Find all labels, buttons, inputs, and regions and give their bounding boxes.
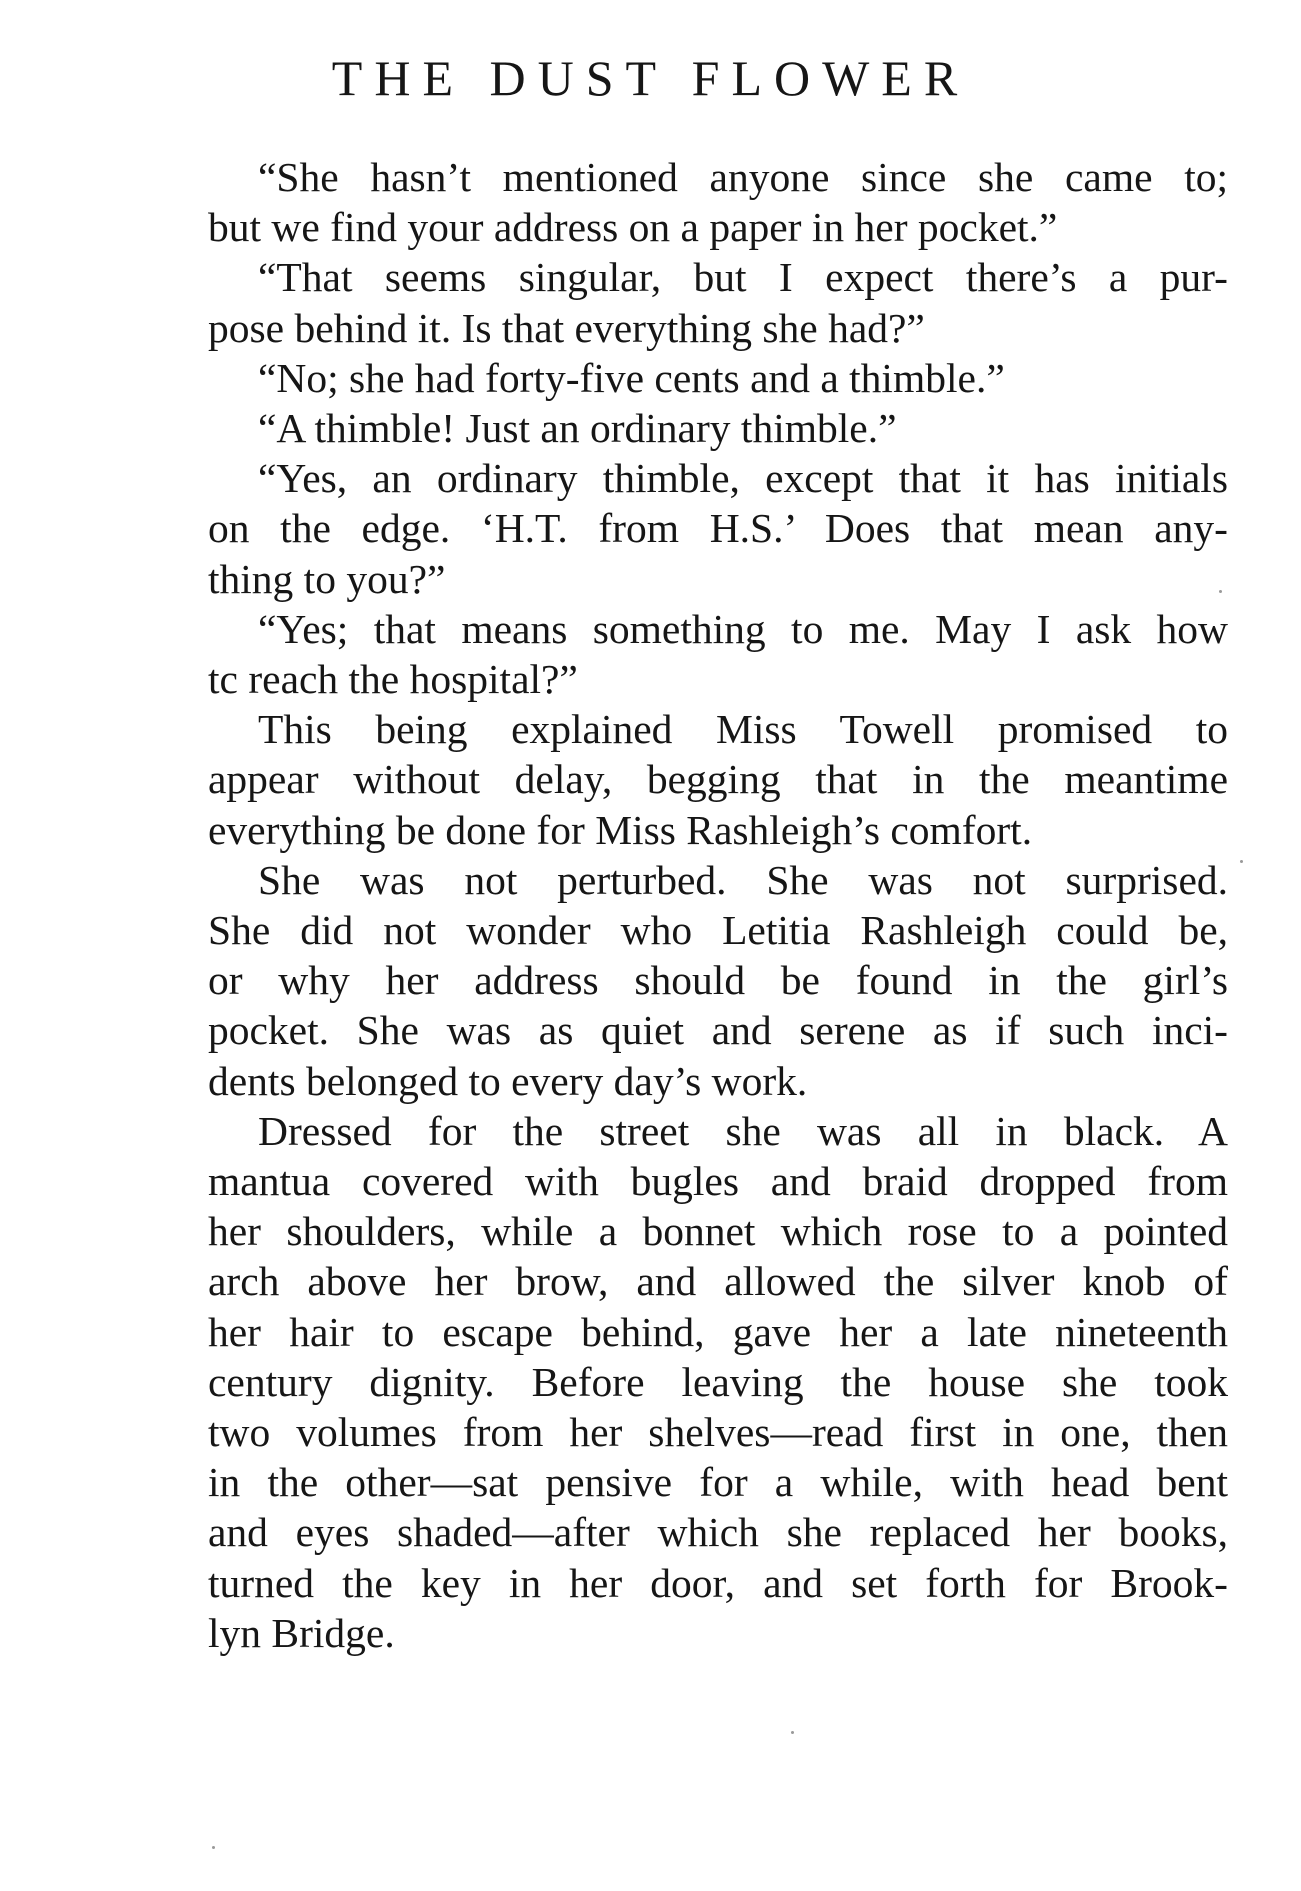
text-line: and eyes shaded—after which she replaced her books, bbox=[208, 1509, 1228, 1556]
text-line: century dignity. Before leaving the house she took bbox=[208, 1358, 1228, 1405]
text-line: She was not perturbed. She was not surprised. bbox=[258, 856, 1228, 903]
text-line: her shoulders, while a bonnet which rose to a pointed bbox=[208, 1208, 1228, 1255]
text-line: dents belonged to every day’s work. bbox=[208, 1057, 808, 1104]
text-line: on the edge. ‘H.T. from H.S.’ Does that mean any- bbox=[208, 505, 1228, 552]
text-line: “Yes; that means something to me. May I ask how bbox=[258, 605, 1228, 652]
text-line: “She hasn’t mentioned anyone since she came to; bbox=[258, 154, 1228, 200]
text-line: in the other—sat pensive for a while, with head bent bbox=[208, 1459, 1228, 1506]
text-line: Dressed for the street she was all in black. A bbox=[258, 1107, 1228, 1154]
text-line: “No; she had forty-five cents and a thimble.” bbox=[258, 354, 1005, 401]
text-line: “That seems singular, but I expect there’s a pur- bbox=[258, 254, 1228, 301]
scan-speck bbox=[1219, 590, 1222, 593]
text-line: tc reach the hospital?” bbox=[208, 656, 578, 703]
text-line: pose behind it. Is that everything she had?” bbox=[208, 304, 925, 351]
body-text bbox=[208, 152, 1228, 1658]
text-line: “A thimble! Just an ordinary thimble.” bbox=[258, 405, 897, 452]
text-line: two volumes from her shelves—read first in one, then bbox=[208, 1409, 1228, 1456]
text-line: thing to you?” bbox=[208, 555, 446, 602]
text-line: mantua covered with bugles and braid dropped from bbox=[208, 1158, 1228, 1205]
scan-speck bbox=[791, 1731, 794, 1734]
text-line: This being explained Miss Towell promised to bbox=[258, 706, 1228, 753]
text-line: lyn Bridge. bbox=[208, 1609, 395, 1656]
text-line: or why her address should be found in the girl’s bbox=[208, 957, 1228, 1004]
text-line: appear without delay, begging that in the meantime bbox=[208, 756, 1228, 803]
text-line: her hair to escape behind, gave her a late nineteenth bbox=[208, 1308, 1228, 1355]
scan-speck bbox=[1240, 860, 1243, 863]
text-line: turned the key in her door, and set forth for Brook- bbox=[208, 1559, 1228, 1606]
text-line: but we find your address on a paper in her pocket.” bbox=[208, 204, 1058, 251]
running-head: THE DUST FLOWER bbox=[331, 50, 970, 106]
text-line: arch above her brow, and allowed the silver knob of bbox=[208, 1258, 1228, 1305]
text-line: everything be done for Miss Rashleigh’s comfort. bbox=[208, 806, 1033, 853]
text-line: She did not wonder who Letitia Rashleigh could be, bbox=[208, 907, 1228, 954]
text-line: pocket. She was as quiet and serene as if such inci- bbox=[208, 1007, 1228, 1054]
text-line: “Yes, an ordinary thimble, except that it has initials bbox=[258, 455, 1228, 502]
scan-speck bbox=[212, 1846, 215, 1849]
